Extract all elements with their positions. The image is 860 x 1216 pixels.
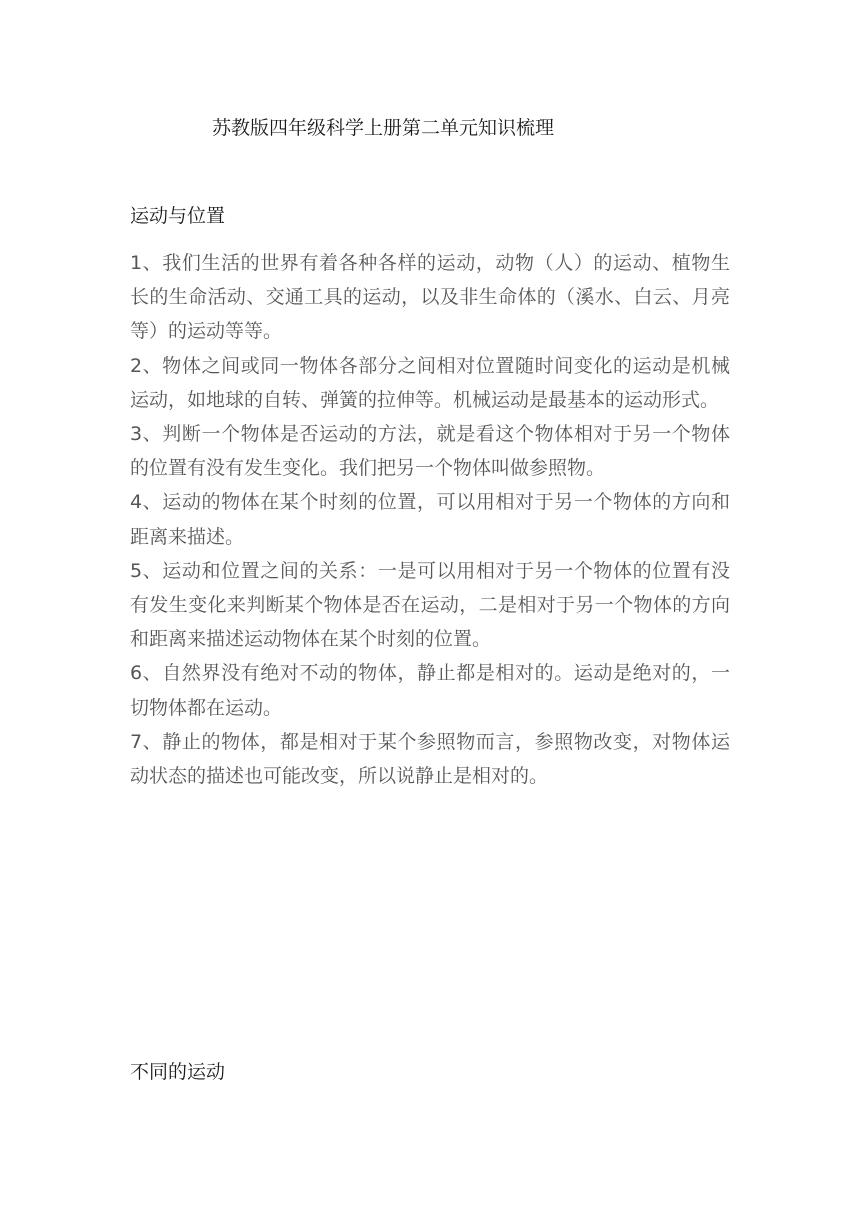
knowledge-point-list [130,246,730,793]
knowledge-point-2: 2、物体之间或同一物体各部分之间相对位置随时间变化的运动是机械运动，如地球的自转、弹簧的拉伸等。机械运动是最基本的运动形式。 [130,354,730,411]
knowledge-point-7: 7、静止的物体，都是相对于某个参照物而言，参照物改变，对物体运动状态的描述也可能改变，所以说静止是相对的。 [130,730,730,788]
knowledge-point-6: 6、自然界没有绝对不动的物体，静止都是相对的。运动是绝对的，一切物体都在运动。 [130,662,730,719]
knowledge-point-4: 4、运动的物体在某个时刻的位置，可以用相对于另一个物体的方向和距离来描述。 [130,491,730,548]
document-title: 苏教版四年级科学上册第二单元知识梳理 [212,117,555,139]
section-heading-different-motions: 不同的运动 [130,1061,226,1083]
section-heading-motion-position: 运动与位置 [130,205,226,227]
knowledge-point-5: 5、运动和位置之间的关系：一是可以用相对于另一个物体的位置有没有发生变化来判断某个物体是否在运动，二是相对于另一个物体的方向和距离来描述运动物体在某个时刻的位置。 [130,559,730,651]
knowledge-point-1: 1、我们生活的世界有着各种各样的运动，动物（人）的运动、植物生长的生命活动、交通工具的运动，以及非生命体的（溪水、白云、月亮等）的运动等等。 [130,252,730,343]
knowledge-point-3: 3、判断一个物体是否运动的方法，就是看这个物体相对于另一个物体的位置有没有发生变化。我们把另一个物体叫做参照物。 [130,423,730,480]
